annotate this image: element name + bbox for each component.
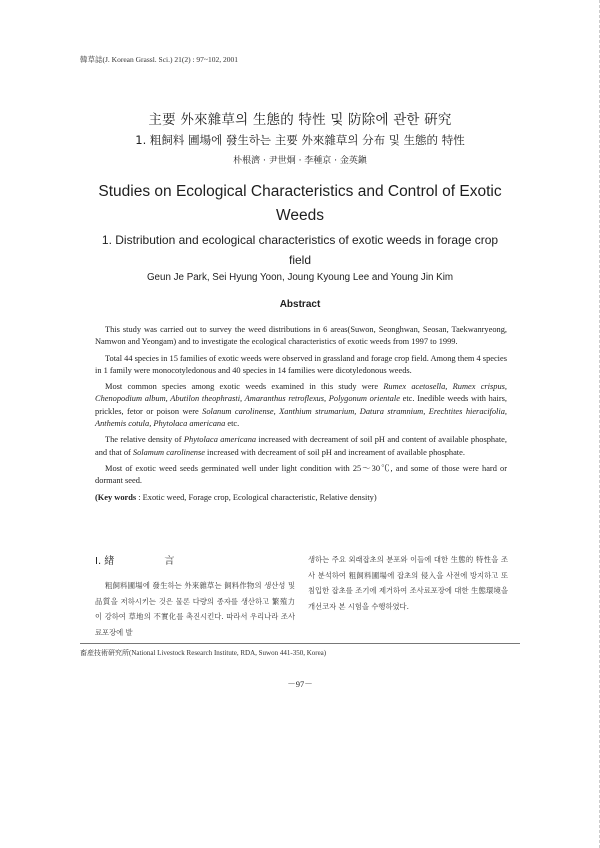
running-head: 韓草誌(J. Korean Grassl. Sci.) 21(2) : 97~102, 2001 <box>80 55 238 64</box>
abstract-paragraph-5: Most of exotic weed seeds germinated well under light condition with 25～30℃, and some of those were hard or dormant seed. <box>95 463 507 486</box>
species-name: Phytolaca americana <box>183 435 257 445</box>
abstract-text: The relative density of <box>105 435 184 445</box>
species-name: Solamum carolinense <box>132 447 205 457</box>
english-subtitle: 1. Distribution and ecological characteristics of exotic weeds in forage crop field <box>101 233 499 267</box>
body-column-left: 粗飼料圃場에 發生하는 外來雜草는 飼料作物의 생산성 및 品質을 저하시키는 것은 물론 다량의 종자를 생산하고 繁殖力이 강하여 草地의 不實化를 촉진시킨다. 따라서 우리나라 조사료포장에 발 <box>95 581 295 637</box>
abstract-text: Most common species among exotic weeds examined in this study were <box>105 382 384 392</box>
abstract-heading: Abstract <box>279 299 321 310</box>
abstract-paragraph-3 <box>95 381 507 430</box>
abstract-text: etc. Inedible weeds with hairs, prickles, fetor or poison were <box>95 394 507 416</box>
abstract-text: increased with decreament of soil pH and content of available phosphate, and that of <box>95 435 507 457</box>
abstract-text: increased with decreament of soil pH and increament of available phosphate. <box>204 447 465 457</box>
english-authors: Geun Je Park, Sei Hyung Yoon, Joung Kyoung Lee and Young Jin Kim <box>146 272 454 283</box>
english-title: Studies on Ecological Characteristics and Control of Exotic Weeds <box>98 183 502 224</box>
section-heading-introduction <box>95 552 290 567</box>
page-number: －97－ <box>287 679 313 689</box>
abstract-paragraph-2: Total 44 species in 15 families of exotic weeds were observed in grassland and forage crop field. Among them 4 species in 1 family were monocotyledonous and 40 species in 14 families were dicotyledonous weeds. <box>95 353 507 375</box>
korean-subtitle: 1. 粗飼料 圃場에 發生하는 主要 外來雜草의 分布 및 生態的 特性 <box>135 133 465 147</box>
abstract-paragraph-1: This study was carried out to survey the weed distributions in 6 areas(Suwon, Seonghwan, Seosan, Taekwanryeong, Namwon and Yeongam) and to investigate the ecological characteristics of exotic weeds from 1997 to 1999. <box>95 325 507 347</box>
section-word: 言 <box>164 556 175 567</box>
section-number: Ⅰ. 緖 <box>95 556 115 567</box>
abstract-text: etc. <box>225 419 240 429</box>
affiliation-footnote: 畜産技術硏究所(National Livestock Research Institute, RDA, Suwon 441-350, Korea) <box>80 649 327 657</box>
abstract-paragraph-4 <box>95 434 507 459</box>
abstract-body <box>95 324 507 508</box>
body-column-right: 생하는 주요 외래잡초의 분포와 이들에 대한 生態的 特性을 조사 분석하여 粗飼料圃場에 잡초의 侵入을 사전에 방지하고 또 침입한 잡초를 조기에 제거하여 조사료포장에 대한 生態環境을 개선코자 본 시험을 수행하였다. <box>308 555 508 611</box>
korean-title: 主要 外來雜草의 生態的 特性 및 防除에 관한 硏究 <box>148 112 452 128</box>
species-list-inedible: Solanum carolinense, Xanthium strumarium, Datura stramnium, Erechtites hieracifolia, Anthemis cotula, Phytolaca americana <box>95 406 507 429</box>
key-words-text: : Exotic weed, Forage crop, Ecological characteristic, Relative density) <box>136 492 377 502</box>
key-words-label: (Key words <box>95 492 137 502</box>
korean-authors: 朴根濟 · 尹世炯 · 李種京 · 金英鎭 <box>233 156 367 166</box>
key-words <box>95 492 507 504</box>
species-list-common: Rumex acetosella, Rumex crispus, Chenopodium album, Abutilon theophrasti, Amaranthus retroflexus, Polygonum orientale <box>95 382 507 404</box>
footnote-divider <box>80 643 520 644</box>
